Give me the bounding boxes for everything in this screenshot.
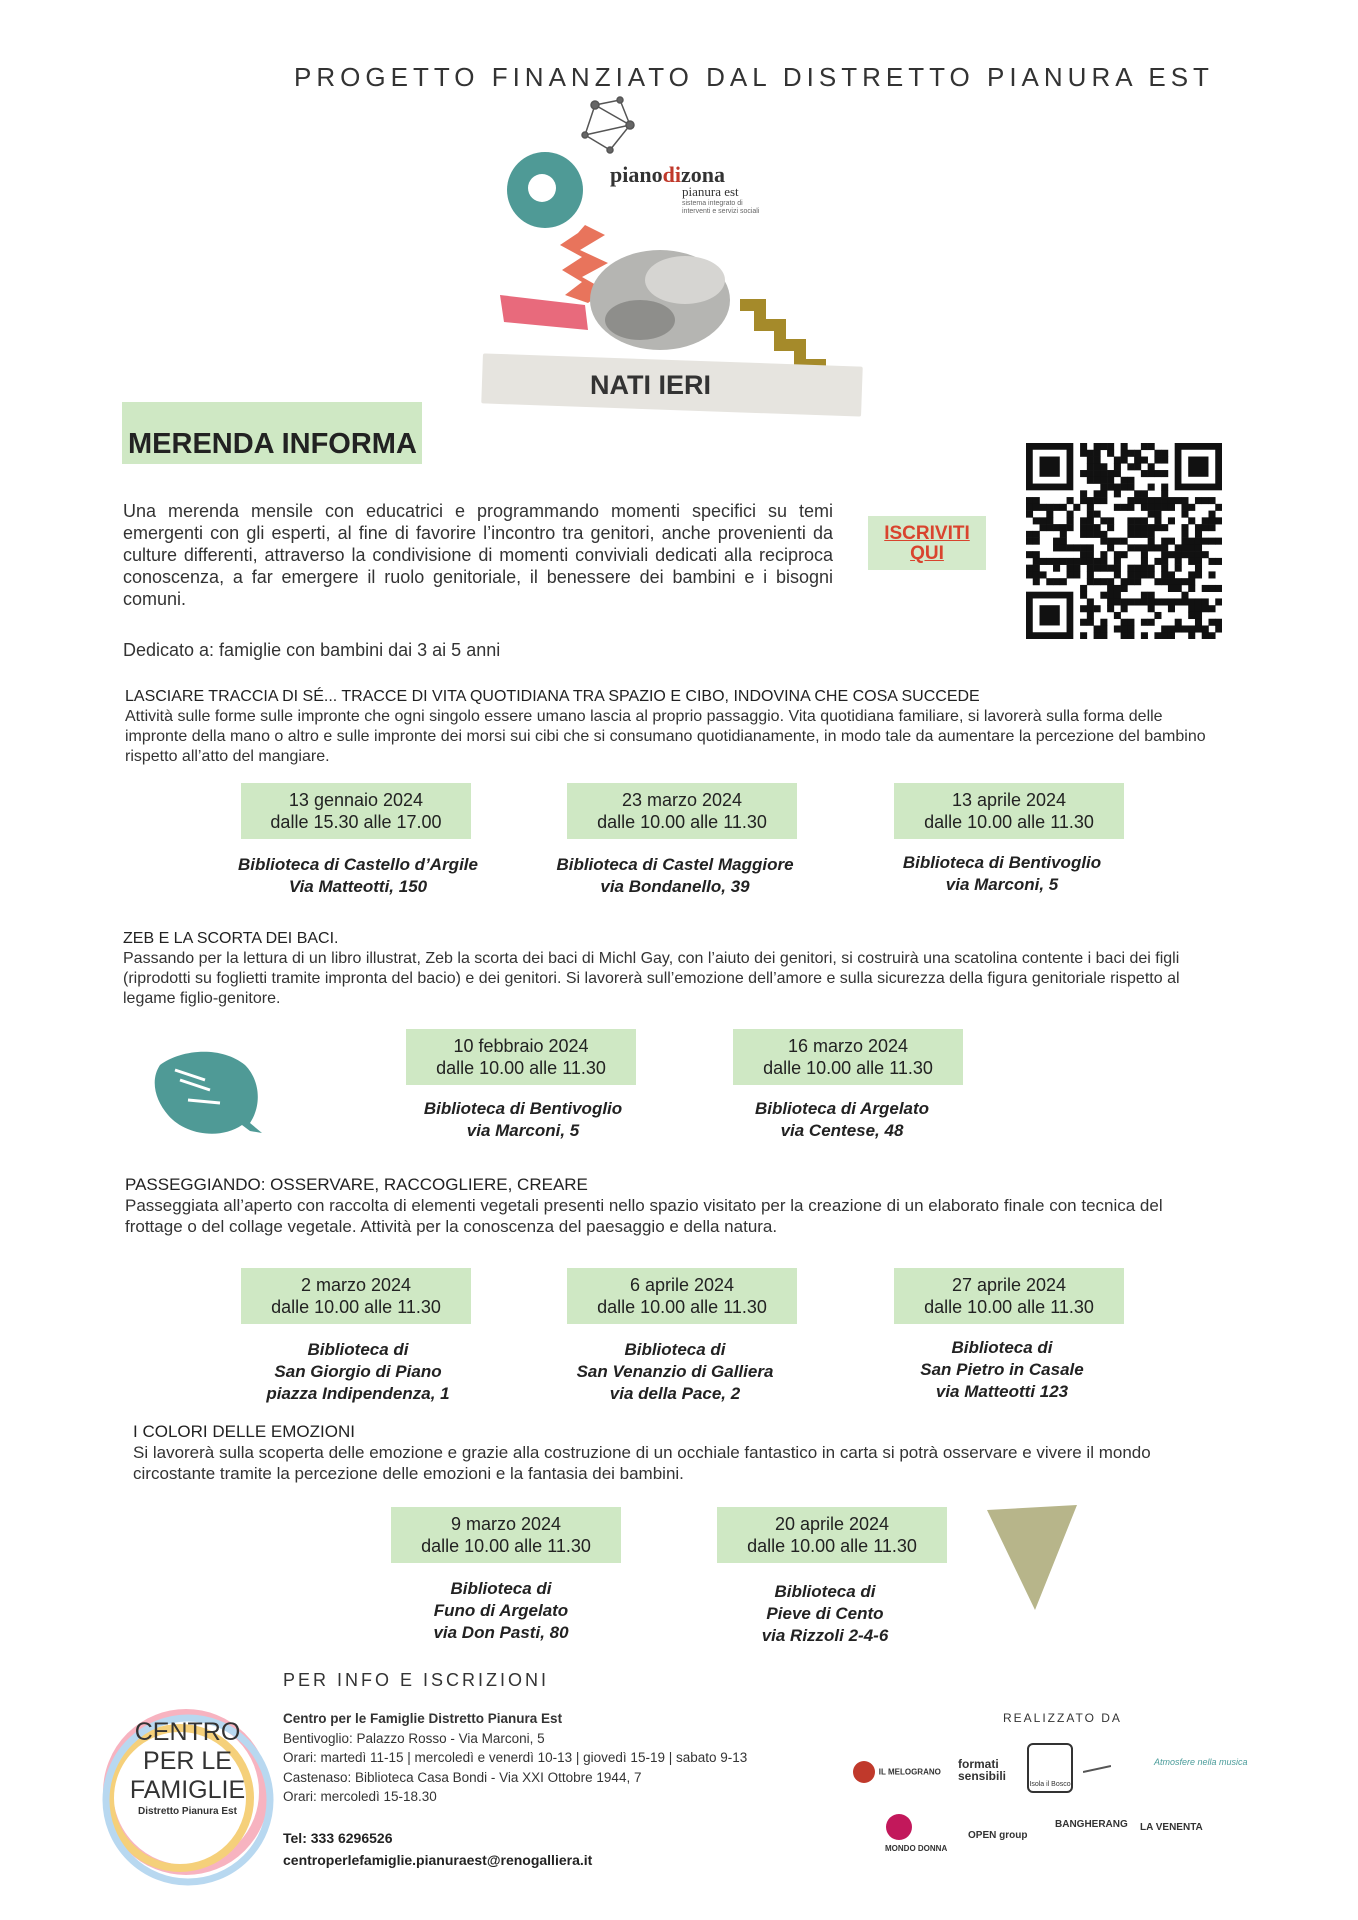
event-date-card	[391, 1507, 621, 1563]
signup-link[interactable]	[868, 524, 986, 564]
event-time: dalle 10.00 alle 11.30	[271, 1297, 441, 1317]
section-3-title: PASSEGGIANDO: OSSERVARE, RACCOGLIERE, CREARE	[125, 1175, 588, 1194]
contact-info	[283, 1709, 747, 1807]
melograno-icon	[852, 1760, 876, 1784]
pianodizona-logo-tagline: sistema integrato di interventi e servizi sociali	[682, 200, 760, 215]
hours-line: Orari: mercoledì 15-18.30	[283, 1789, 437, 1804]
event-time: dalle 10.00 alle 11.30	[763, 1058, 933, 1078]
event-time: dalle 10.00 alle 11.30	[597, 1297, 767, 1317]
section-1-title: LASCIARE TRACCIA DI SÉ... TRACCE DI VITA QUOTIDIANA TRA SPAZIO E CIBO, INDOVINA CHE COSA SUCCEDE	[125, 688, 980, 705]
realizzato-label: REALIZZATO DA	[1003, 1711, 1122, 1725]
event-venue: Biblioteca di Argelato via Centese, 48	[754, 1099, 930, 1140]
event-date: 10 febbraio 2024	[453, 1036, 589, 1056]
event-date: 13 aprile 2024	[951, 790, 1067, 810]
section-2-description: Passando per la lettura di un libro illustrat, Zeb la scorta dei baci di Michl Gay, con l’aiuto dei genitori, si costruirà una scatolina contente i baci dei figli (riprodotti su foglietti tramite impronta del bacio) e dei genitori. Si lavorerà sull’emozione dell’amore e sulla sicurezza della figura genitoriale rispetto al legame figlio-genitore.	[123, 950, 1180, 1007]
email-link[interactable]: centroperlefamiglie.pianuraest@renogalliera.it	[283, 1852, 593, 1868]
event-time: dalle 10.00 alle 11.30	[597, 812, 767, 832]
event-venue: Biblioteca di Bentivoglio via Marconi, 5	[423, 1099, 623, 1140]
partner-logo-melograno: IL MELOGRANO	[852, 1760, 947, 1784]
event-time: dalle 10.00 alle 11.30	[747, 1536, 917, 1556]
event-date: 6 aprile 2024	[629, 1275, 735, 1295]
event-date: 16 marzo 2024	[787, 1036, 909, 1056]
qr-code[interactable]	[1026, 443, 1222, 639]
pianodizona-logo-name: pianodizona	[610, 162, 725, 187]
page-title: MERENDA INFORMA	[128, 428, 417, 460]
event-date-card	[567, 1268, 797, 1324]
partner-logo-isola-bosco: Isola il Bosco	[1027, 1743, 1073, 1793]
event-venue: Biblioteca di San Pietro in Casale via Matteotti 123	[920, 1338, 1084, 1401]
event-time: dalle 10.00 alle 11.30	[924, 812, 1094, 832]
intro-paragraph: Una merenda mensile con educatrici e programmando momenti specifici su temi emergenti con gli esperti, al fine di favorire l’incontro tra genitori, anche provenienti da culture differenti, attraverso la condivisione di momenti conviviali dedicati alla reciproca conoscenza, a far emergere il ruolo genitoriale, il benessere dei bambini e i bisogni comuni.	[123, 501, 833, 609]
section-3-description: Passeggiata all’aperto con raccolta di elementi vegetali presenti nello spazio visitato per la creazione di un elaborato finale con tecnica del frottage o del collage vegetale. Attività per la conoscenza del paesaggio e della natura.	[125, 1196, 1163, 1236]
section-4-title: I COLORI DELLE EMOZIONI	[133, 1422, 355, 1441]
partner-logo-mondo-donna: MONDO DONNA	[885, 1813, 955, 1853]
event-date-card	[894, 783, 1124, 839]
event-time: dalle 15.30 alle 17.00	[270, 812, 442, 832]
event-venue: Biblioteca di San Venanzio di Galliera via della Pace, 2	[576, 1340, 774, 1403]
event-date: 27 aprile 2024	[951, 1275, 1067, 1295]
phone-number[interactable]: Tel: 333 6296526	[283, 1830, 393, 1846]
event-venue: Biblioteca di San Giorgio di Piano piazza Indipendenza, 1	[266, 1340, 450, 1403]
funding-header: PROGETTO FINANZIATO DAL DISTRETTO PIANURA EST	[294, 62, 1214, 92]
nati-ieri-label: NATI IERI	[590, 370, 711, 400]
signup-line-1: ISCRIVITI	[884, 523, 970, 544]
audience-line: Dedicato a: famiglie con bambini dai 3 ai 5 anni	[123, 640, 501, 660]
info-title: PER INFO E ISCRIZIONI	[283, 1670, 550, 1690]
address-line: Castenaso: Biblioteca Casa Bondi - Via XXI Ottobre 1944, 7	[283, 1769, 642, 1785]
event-time: dalle 10.00 alle 11.30	[436, 1058, 606, 1078]
pianodizona-logo	[610, 162, 762, 216]
event-venue: Biblioteca di Castello d’Argile Via Matteotti, 150	[238, 855, 478, 896]
event-date: 20 aprile 2024	[774, 1514, 890, 1534]
event-date-card	[567, 783, 797, 839]
partner-logo-formati-sensibili: formati sensibili	[958, 1757, 1007, 1783]
event-date: 23 marzo 2024	[621, 790, 743, 810]
contact-details	[283, 1827, 592, 1871]
event-date-card	[241, 783, 471, 839]
event-date-card	[733, 1029, 963, 1085]
event-date-card	[717, 1507, 947, 1563]
mondo-donna-icon	[885, 1813, 913, 1841]
center-name: Centro per le Famiglie Distretto Pianura Est	[283, 1711, 563, 1726]
section-4-description: Si lavorerà sulla scoperta delle emozione e grazie alla costruzione di un occhiale fantastico in carta si potrà osservare e vivere il mondo circostante tramite la percezione delle emozioni e la fantasia dei bambini.	[133, 1443, 1151, 1483]
address-line: Bentivoglio: Palazzo Rosso - Via Marconi, 5	[283, 1730, 545, 1746]
line-icon	[1083, 1762, 1111, 1776]
event-date: 2 marzo 2024	[300, 1275, 412, 1295]
partner-logo-atmosfere: Atmosfere nella musica	[1154, 1757, 1248, 1767]
pianodizona-logo-region: pianura est	[682, 184, 739, 199]
centro-famiglie-logo-text: CENTRO PER LE FAMIGLIE	[129, 1718, 246, 1804]
event-date-card	[406, 1029, 636, 1085]
event-date-card	[894, 1268, 1124, 1324]
event-date: 9 marzo 2024	[450, 1514, 562, 1534]
partner-logo-la-venenta: LA VENENTA	[1140, 1822, 1203, 1833]
event-date: 13 gennaio 2024	[288, 790, 424, 810]
event-time: dalle 10.00 alle 11.30	[924, 1297, 1094, 1317]
partner-logo-open-group: OPEN group	[968, 1830, 1028, 1841]
partner-logo-bangherang: BANGHERANG	[1055, 1819, 1128, 1830]
event-venue: Biblioteca di Bentivoglio via Marconi, 5	[902, 853, 1102, 894]
event-venue: Biblioteca di Pieve di Cento via Rizzoli 2-4-6	[761, 1582, 889, 1645]
hours-line: Orari: martedì 11-15 | mercoledì e venerdì 10-13 | giovedì 15-19 | sabato 9-13	[283, 1750, 748, 1765]
section-2-title: ZEB E LA SCORTA DEI BACI.	[123, 930, 339, 947]
event-venue: Biblioteca di Funo di Argelato via Don Pasti, 80	[433, 1579, 569, 1642]
event-time: dalle 10.00 alle 11.30	[421, 1536, 591, 1556]
section-1-description: Attività sulle forme sulle impronte che ogni singolo essere umano lascia al proprio passaggio. Vita quotidiana familiare, si lavorerà sulla forma delle impronte della mano o altro e sulle impronte dei morsi sui cibi che si consumano quotidianamente, in modo tale da aumentare la percezione del bambino rispetto all’atto del mangiare.	[125, 708, 1206, 765]
event-venue: Biblioteca di Castel Maggiore via Bondanello, 39	[556, 855, 794, 896]
event-date-card	[241, 1268, 471, 1324]
leaf-icon	[150, 1045, 270, 1145]
partner-logo-small	[1083, 1762, 1111, 1776]
signup-line-2: QUI	[910, 543, 944, 564]
centro-famiglie-logo-subtitle: Distretto Pianura Est	[138, 1806, 237, 1817]
triangle-shape	[985, 1505, 1085, 1615]
